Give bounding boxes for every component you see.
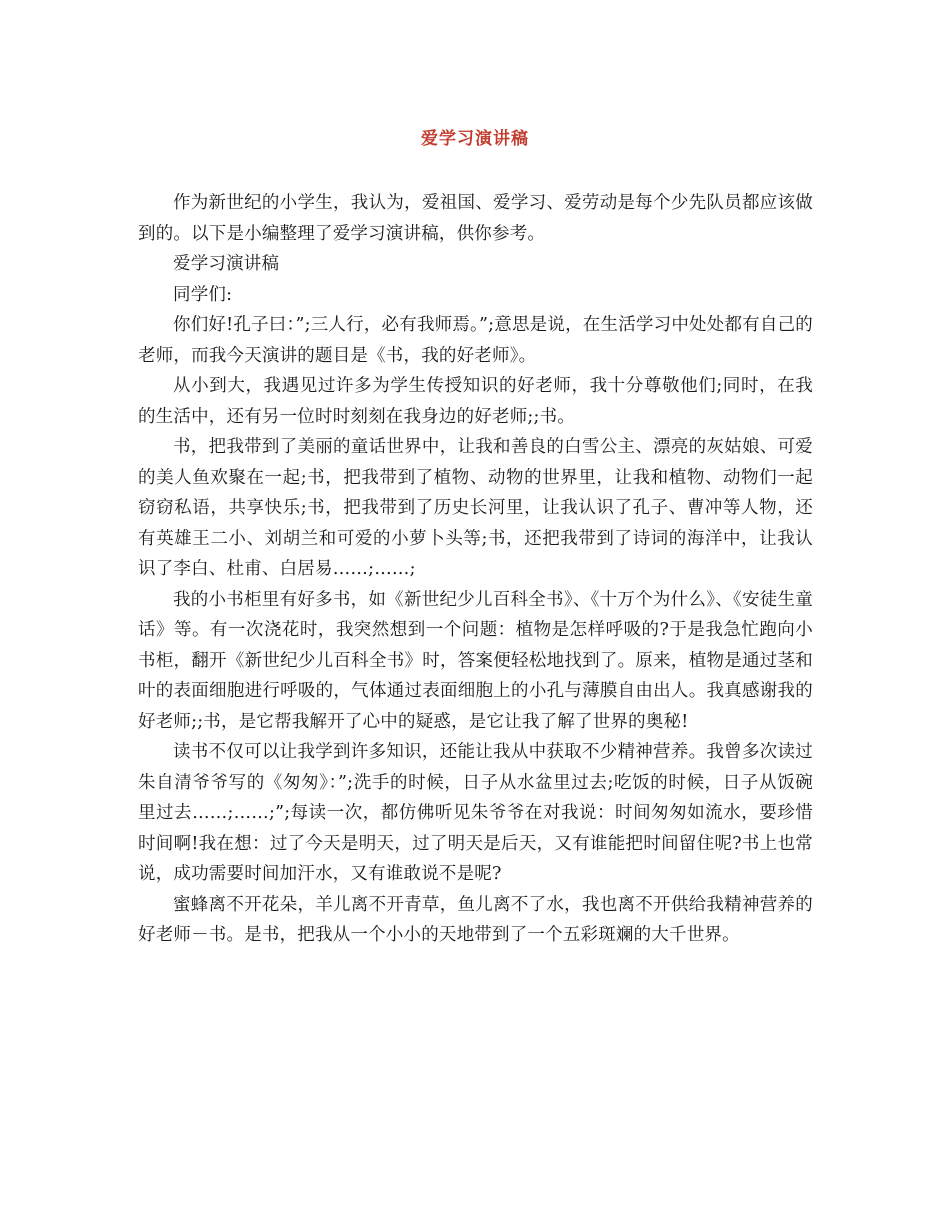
paragraph-opening: 你们好!孔子曰：”;三人行，必有我师焉。”;意思是说，在生活学习中处处都有自己的老师，而我今天演讲的题目是《书，我的好老师》。 [138, 315, 813, 366]
paragraph-teachers: 从小到大，我遇见过许多为学生传授知识的好老师，我十分尊敬他们;同时，在我的生活中，还有另一位时时刻刻在我身边的好老师;;书。 [138, 376, 813, 427]
paragraph-subtitle: 爱学习演讲稿 [173, 254, 280, 274]
paragraph-book-worlds: 书，把我带到了美丽的童话世界中，让我和善良的白雪公主、漂亮的灰姑娘、可爱的美人鱼欢聚在一起;书，把我带到了植物、动物的世界里，让我和植物、动物们一起窃窃私语，共享快乐;书，把我带到了历史长河里，让我认识了孔子、曹冲等人物，还有英雄王二小、刘胡兰和可爱的小萝卜头等;书，还把我带到了诗词的海洋中，让我认识了李白、杜甫、白居易……;……; [138, 437, 813, 579]
paragraph-reading: 读书不仅可以让我学到许多知识，还能让我从中获取不少精神营养。我曾多次读过朱自清爷爷写的《匆匆》：”;洗手的时候，日子从水盆里过去;吃饭的时候，日子从饭碗里过去……;……;”;每读一次，都仿佛听见朱爷爷在对我说：时间匆匆如流水，要珍惜时间啊!我在想：过了今天是明天，过了明天是后天，又有谁能把时间留住呢?书上也常说，成功需要时间加汗水，又有谁敢说不是呢? [138, 742, 813, 884]
paragraph-greeting: 同学们: [173, 284, 233, 305]
document-title: 爱学习演讲稿 [421, 129, 529, 149]
paragraph-bookshelf: 我的小书柜里有好多书，如《新世纪少儿百科全书》、《十万个为什么》、《安徒生童话》等。有一次浇花时，我突然想到一个问题：植物是怎样呼吸的?于是我急忙跑向小书柜，翻开《新世纪少儿百科全书》时，答案便轻松地找到了。原来，植物是通过茎和叶的表面细胞进行呼吸的，气体通过表面细胞上的小孔与薄膜自由出人。我真感谢我的好老师;;书，是它帮我解开了心中的疑惑，是它让我了解了世界的奥秘! [138, 589, 813, 732]
paragraph-intro: 作为新世纪的小学生，我认为，爱祖国、爱学习、爱劳动是每个少先队员都应该做到的。以下是小编整理了爱学习演讲稿，供你参考。 [138, 193, 813, 244]
document-body [138, 188, 813, 951]
paragraph-closing: 蜜蜂离不开花朵，羊儿离不开青草，鱼儿离不了水，我也离不开供给我精神营养的好老师－书。是书，把我从一个小小的天地带到了一个五彩斑斓的大千世界。 [138, 894, 813, 945]
